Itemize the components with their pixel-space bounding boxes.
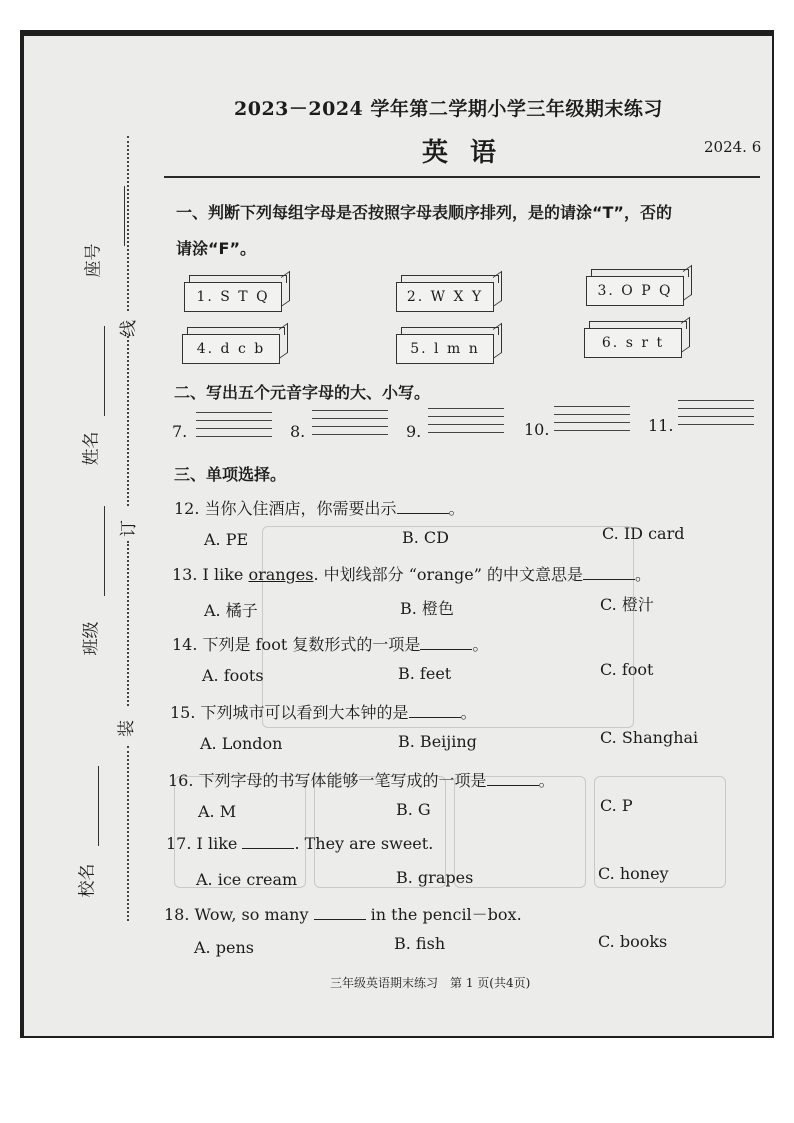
letter-box-4: 4. d c b <box>182 334 280 364</box>
question-number: 13. <box>172 565 198 584</box>
question-16 <box>168 768 555 791</box>
q12-option-a: A. PE <box>204 530 249 549</box>
writing-lines-8 <box>312 410 388 442</box>
vowel-number-11: 11. <box>648 416 674 435</box>
letter-box-6: 6. s r t <box>584 328 682 358</box>
q17-option-a: A. ice cream <box>196 870 298 889</box>
page-footer: 三年级英语期末练习 第 1 页(共4页) <box>330 976 531 990</box>
dotted-line-1 <box>127 136 129 311</box>
margin-line-school <box>98 766 99 846</box>
q14-option-b: B. feet <box>398 664 452 683</box>
question-text: I like <box>196 834 243 853</box>
question-text: 下列字母的书写体能够一笔写成的一项是 <box>198 771 487 790</box>
vowel-number-8: 8. <box>290 422 306 441</box>
question-text-end: 。 <box>635 565 652 584</box>
question-13 <box>172 562 651 585</box>
question-text-end: 。 <box>448 499 465 518</box>
question-number: 12. <box>174 499 200 518</box>
school-label: 校名 <box>77 863 98 898</box>
question-17 <box>166 834 433 853</box>
question-text-mid: . 中划线部分 “orange” 的中文意思是 <box>313 565 584 584</box>
question-number: 14. <box>172 635 198 654</box>
section3-heading: 三、单项选择。 <box>174 465 287 484</box>
exam-title: 2023－2024 学年第二学期小学三年级期末练习 <box>234 98 663 120</box>
question-text: I like <box>202 565 249 584</box>
question-18 <box>164 902 522 925</box>
margin-line-seat <box>124 186 125 246</box>
exam-paper <box>24 36 772 1036</box>
q18-option-a: A. pens <box>194 938 254 957</box>
vowel-number-10: 10. <box>524 420 550 439</box>
scanned-photo <box>20 30 774 1038</box>
letter-box-3: 3. O P Q <box>586 276 684 306</box>
letter-box-1: 1. S T Q <box>184 282 282 312</box>
q16-option-c: C. P <box>600 796 633 815</box>
question-number: 17. <box>166 834 192 853</box>
answer-blank <box>397 499 449 514</box>
exam-date: 2024. 6 <box>704 138 762 156</box>
dotted-line-4 <box>127 746 129 921</box>
question-number: 16. <box>168 771 194 790</box>
letter-box-2: 2. W X Y <box>396 282 494 312</box>
question-12 <box>174 496 465 519</box>
q18-option-c: C. books <box>598 932 668 951</box>
answer-blank <box>583 565 635 580</box>
writing-lines-9 <box>428 408 504 440</box>
answer-blank <box>242 834 294 849</box>
answer-blank <box>487 771 539 786</box>
section2-heading: 二、写出五个元音字母的大、小写。 <box>174 383 431 402</box>
q15-option-b: B. Beijing <box>398 732 477 751</box>
dotted-line-2 <box>127 336 129 506</box>
subject-title: 英语 <box>422 138 519 168</box>
q14-option-c: C. foot <box>600 660 654 679</box>
question-text-end: 。 <box>460 703 477 722</box>
header-rule <box>164 176 760 178</box>
question-number: 15. <box>170 703 196 722</box>
q13-option-a: A. 橘子 <box>204 601 258 620</box>
question-text: 下列城市可以看到大本钟的是 <box>200 703 409 722</box>
dotted-line-3 <box>127 541 129 706</box>
answer-blank <box>314 905 366 920</box>
line-label: 线 <box>119 320 139 337</box>
question-text: 下列是 foot 复数形式的一项是 <box>202 635 421 654</box>
name-label: 姓名 <box>81 431 102 466</box>
q13-option-c: C. 橙汁 <box>600 595 654 614</box>
vowel-number-9: 9. <box>406 422 422 441</box>
class-label: 班级 <box>81 621 102 656</box>
writing-lines-10 <box>554 406 630 438</box>
staple-label: 订 <box>119 520 139 537</box>
question-text-end: 。 <box>472 635 489 654</box>
vowel-number-7: 7. <box>172 422 188 441</box>
writing-lines-7 <box>196 412 272 444</box>
question-text-end: . They are sweet. <box>294 834 434 853</box>
seat-label: 座号 <box>83 243 104 278</box>
section1-heading-line2: 请涂“F”。 <box>176 239 256 258</box>
question-text-end: 。 <box>538 771 555 790</box>
letter-box-5: 5. l m n <box>396 334 494 364</box>
answer-blank <box>409 703 461 718</box>
q12-option-c: C. ID card <box>602 524 685 543</box>
section1-heading-line1: 一、判断下列每组字母是否按照字母表顺序排列，是的请涂“T”，否的 <box>176 203 672 222</box>
underlined-word: oranges <box>248 565 314 584</box>
q17-option-b: B. grapes <box>396 868 474 887</box>
bleed-through-frame <box>262 526 634 728</box>
margin-line-name <box>104 326 105 416</box>
q18-option-b: B. fish <box>394 934 446 953</box>
question-text: 当你入住酒店，你需要出示 <box>204 499 397 518</box>
question-text: Wow, so many <box>194 905 314 924</box>
margin-line-class <box>104 506 105 596</box>
q13-option-b: B. 橙色 <box>400 599 454 618</box>
question-number: 18. <box>164 905 190 924</box>
q16-option-a: A. M <box>198 802 237 821</box>
bind-label: 装 <box>117 720 137 737</box>
question-14 <box>172 632 488 655</box>
q15-option-a: A. London <box>200 734 283 753</box>
bleed-through-box-3 <box>454 776 586 888</box>
question-15 <box>170 700 477 723</box>
answer-blank <box>420 635 472 650</box>
question-text-end: in the pencil－box. <box>365 905 522 924</box>
q15-option-c: C. Shanghai <box>600 728 699 747</box>
q16-option-b: B. G <box>396 800 431 819</box>
q17-option-c: C. honey <box>598 864 669 883</box>
writing-lines-11 <box>678 400 754 432</box>
q14-option-a: A. foots <box>202 666 264 685</box>
q12-option-b: B. CD <box>402 528 449 547</box>
